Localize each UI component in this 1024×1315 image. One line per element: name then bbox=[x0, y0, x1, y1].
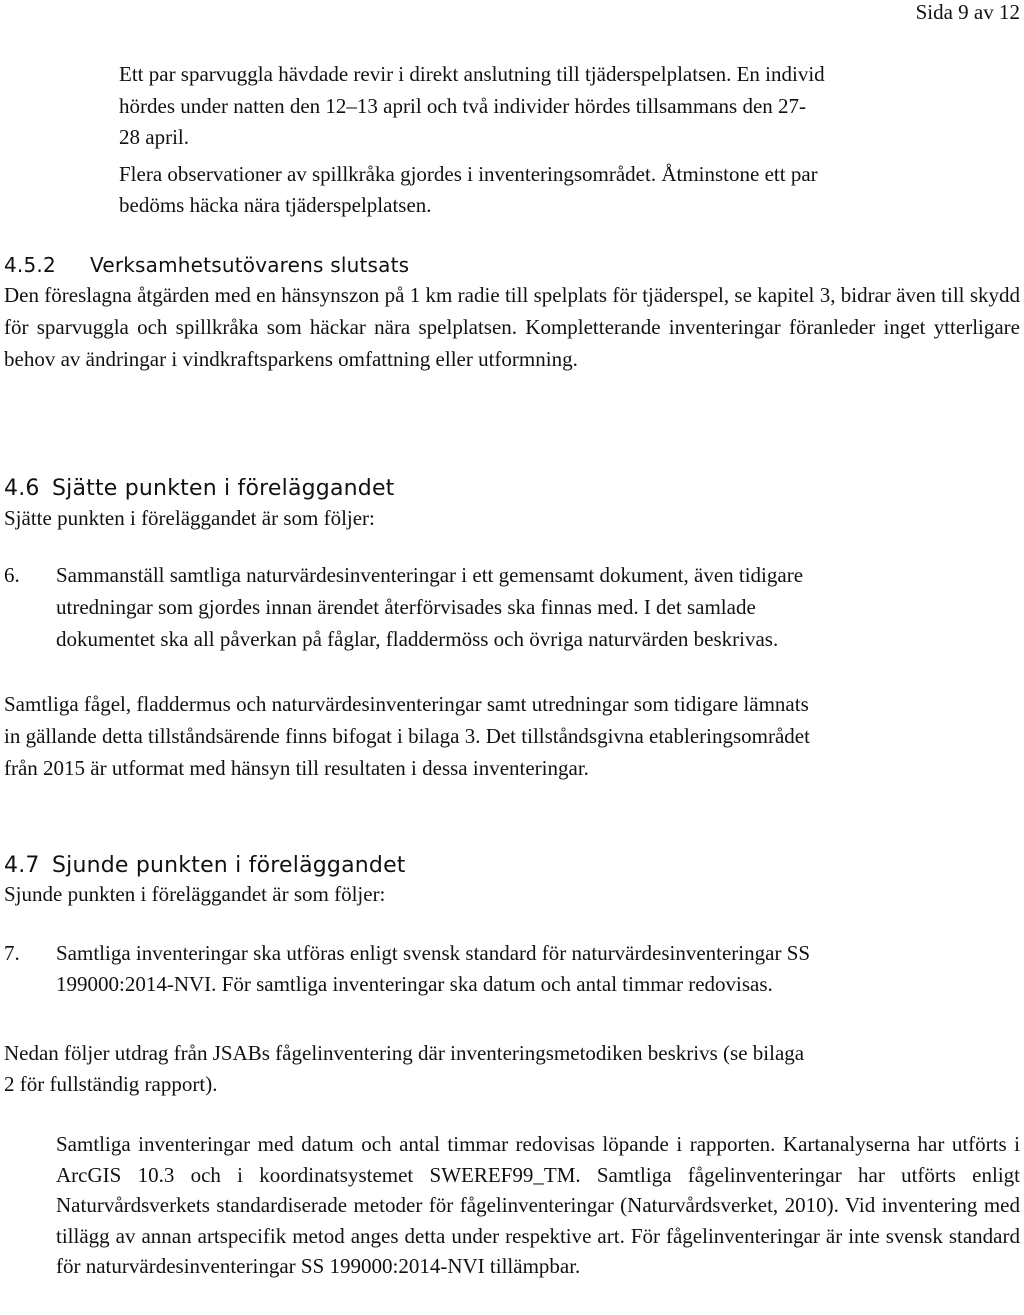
section-title: Verksamhetsutövarens slutsats bbox=[90, 253, 410, 277]
text-line: Nedan följer utdrag från JSABs fågelinventering där inventeringsmetodiken beskrivs (se bilaga bbox=[4, 1041, 805, 1065]
section-number: 4.6 bbox=[4, 476, 40, 501]
section-number: 4.5.2 bbox=[4, 253, 56, 277]
text-line: dokumentet ska all påverkan på fåglar, fladdermöss och övriga naturvärden beskrivas. bbox=[56, 627, 779, 651]
text-line: Sammanställ samtliga naturvärdesinventeringar i ett gemensamt dokument, även tidigare bbox=[56, 563, 804, 587]
section-number: 4.7 bbox=[4, 853, 40, 878]
section-title: Sjunde punkten i föreläggandet bbox=[52, 853, 406, 878]
section-heading-4-7 bbox=[4, 852, 406, 880]
section-title: Sjätte punkten i föreläggandet bbox=[52, 476, 395, 501]
quote-block: Samtliga inventeringar med datum och antal timmar redovisas löpande i rapporten. Kartanalyserna har utförts i ArcGIS 10.3 och i koordinatsystemet SWEREF99_TM. Samtliga fågelinventeringar har utförts enligt Naturvårdsverkets standardiserade metoder för fågelinventeringar (Naturvårdsverket, 2010). Vid inventering med tillägg av annan artspecifik metod anges detta under respektive art. För fågelinventeringar är inte svensk standard för naturvärdesinventeringar SS 199000:2014-NVI tillämpbar. bbox=[56, 1132, 1020, 1278]
text-line: utredningar som gjordes innan ärendet återförvisades ska finnas med. I det samlade bbox=[56, 595, 756, 619]
section-intro: Sjätte punkten i föreläggandet är som följer: bbox=[4, 506, 375, 530]
page-number: Sida 9 av 12 bbox=[915, 0, 1020, 24]
text-line: 28 april. bbox=[119, 125, 189, 149]
item-number: 6. bbox=[4, 563, 20, 587]
text-line: Samtliga inventeringar ska utföras enligt svensk standard för naturvärdesinventeringar SS bbox=[56, 941, 811, 965]
section-intro: Sjunde punkten i föreläggandet är som följer: bbox=[4, 882, 386, 906]
text-line: 2 för fullständig rapport). bbox=[4, 1072, 218, 1096]
text-line: Flera observationer av spillkråka gjordes i inventeringsområdet. Åtminstone ett par bbox=[119, 162, 818, 186]
text-line: in gällande detta tillståndsärende finns bifogat i bilaga 3. Det tillståndsgivna etableringsområdet bbox=[4, 724, 810, 748]
text-line: Samtliga fågel, fladdermus och naturvärdesinventeringar samt utredningar som tidigare lämnats bbox=[4, 692, 809, 716]
text-line: från 2015 är utformat med hänsyn till resultaten i dessa inventeringar. bbox=[4, 756, 589, 780]
section-heading-4-5-2 bbox=[4, 251, 409, 279]
text-line: Ett par sparvuggla hävdade revir i direkt anslutning till tjäderspelplatsen. En individ bbox=[119, 62, 825, 86]
section-body: Den föreslagna åtgärden med en hänsynszon på 1 km radie till spelplats för tjäderspel, se kapitel 3, bidrar även till skydd för sparvuggla och spillkråka som häckar nära spelplatsen. Kompletterande inventeringar föranleder inget ytterligare behov av ändringar i vindkraftsparkens omfattning eller utformning. bbox=[4, 283, 1020, 371]
item-number: 7. bbox=[4, 941, 20, 965]
section-heading-4-6 bbox=[4, 475, 395, 503]
text-line: 199000:2014-NVI. För samtliga inventeringar ska datum och antal timmar redovisas. bbox=[56, 972, 773, 996]
text-line: bedöms häcka nära tjäderspelplatsen. bbox=[119, 193, 432, 217]
text-line: hördes under natten den 12–13 april och två individer hördes tillsammans den 27- bbox=[119, 94, 807, 118]
